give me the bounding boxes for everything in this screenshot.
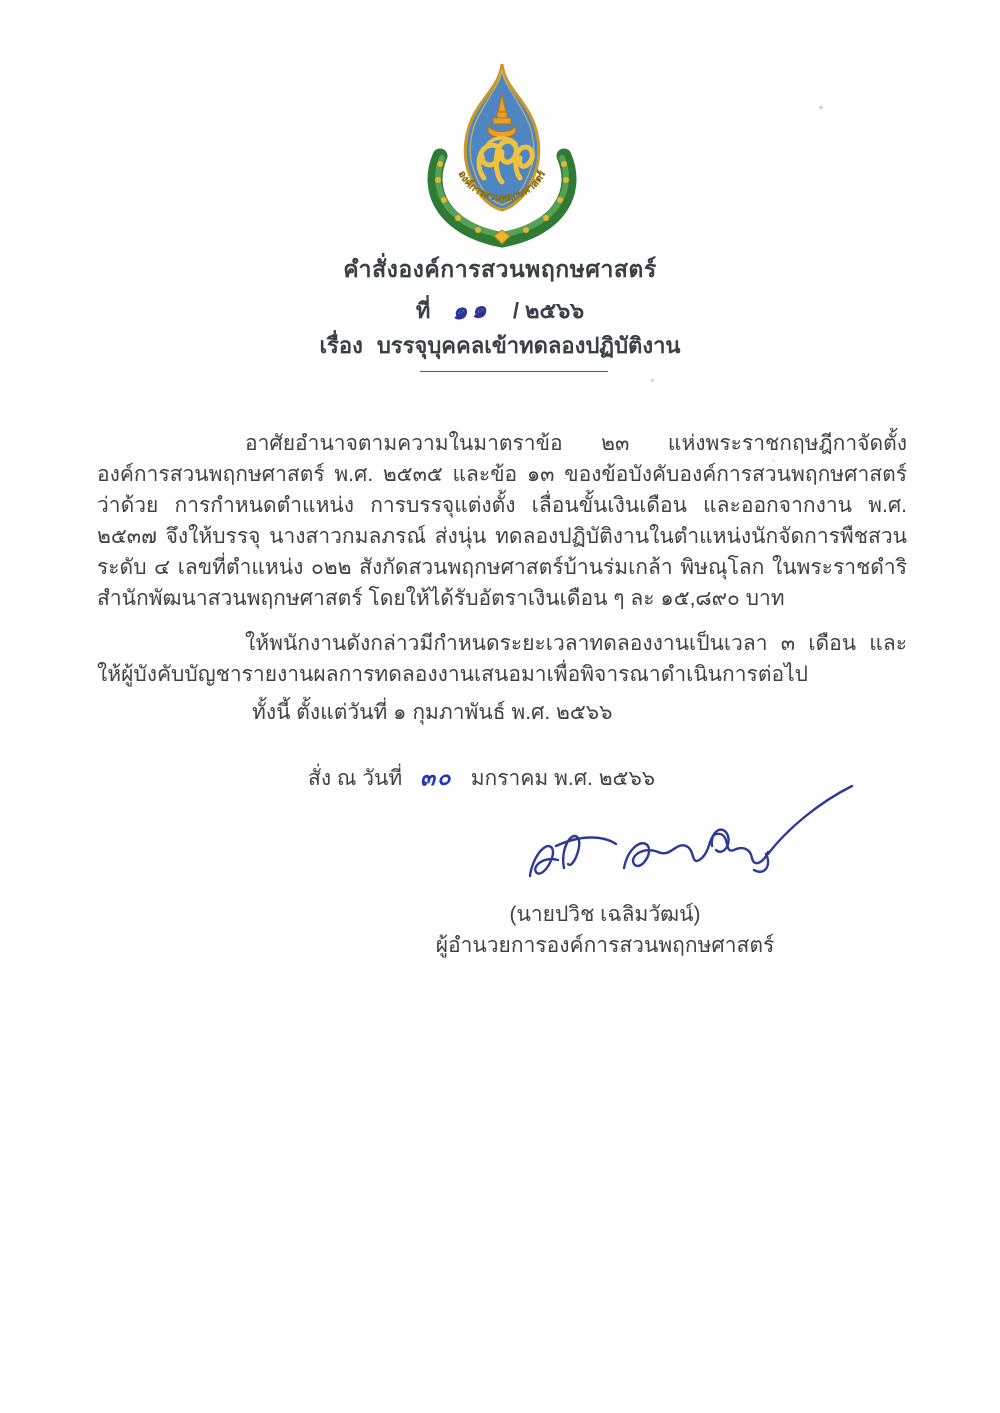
subject-label: เรื่อง [319,333,363,358]
order-date-rest: มกราคม พ.ศ. ๒๕๖๖ [470,767,656,790]
effective-date-line: ทั้งนี้ ตั้งแต่วันที่ ๑ กุมภาพันธ์ พ.ศ. ๒๕๖๖ [252,701,613,724]
seal-organization-name: องค์การสวนพฤกษศาสตร์ [455,169,549,204]
scan-speck [819,106,823,109]
body-paragraph-2: ให้พนักงานดังกล่าวมีกำหนดระยะเวลาทดลองงานเป็นเวลา ๓ เดือน และให้ผู้บังคับบัญชารายงานผลการทดลองงานเสนอมาเพื่อพิจารณาดำเนินการต่อไป [97,632,907,686]
order-day-handwritten: ๓๐ [419,764,454,791]
order-no-year: / ๒๕๖๖ [512,298,585,323]
signature-icon [512,776,860,898]
subject-text: บรรจุบุคคลเข้าทดลองปฏิบัติงาน [376,333,681,358]
order-number-row [0,290,1000,329]
body-paragraph-1: อาศัยอำนาจตามความในมาตราข้อ ๒๓ แห่งพระราชกฤษฎีกาจัดตั้งองค์การสวนพฤกษศาสตร์ พ.ศ. ๒๕๓๕ และข้อ ๑๓ ของข้อบังคับองค์การสวนพฤกษศาสตร์ ว่าด้วย การกำหนดตำแหน่ง การบรรจุแต่งตั้ง เลื่อนขั้นเงินเดือน และออกจากงาน พ.ศ. ๒๕๓๗ จึงให้บรรจุ นางสาวกมลภรณ์ ส่งนุ่น ทดลองปฏิบัติงานในตำแหน่งนักจัดการพืชสวน ระดับ ๔ เลขที่ตำแหน่ง ๐๒๒ สังกัดสวนพฤกษศาสตร์บ้านร่มเกล้า พิษณุโลก ในพระราชดำริ สำนักพัฒนาสวนพฤกษศาสตร์ โดยให้ได้รับอัตราเงินเดือน ๆ ละ ๑๕,๘๙๐ บาท [97,432,907,610]
organization-seal-icon [418,60,586,256]
order-title: คำสั่งองค์การสวนพฤกษศาสตร์ [343,256,657,282]
order-date-prefix: สั่ง ณ วันที่ [308,767,403,790]
signer-title: ผู้อำนวยการองค์การสวนพฤกษศาสตร์ [435,934,775,957]
signer-name: (นายปวิช เฉลิมวัฒน์) [509,903,701,926]
header-divider [420,371,608,372]
subject-row [0,328,1000,363]
order-no-prefix: ที่ [415,298,431,323]
order-no-handwritten: ๑๑ [451,295,492,326]
scan-speck [772,460,775,462]
scan-speck [651,379,654,382]
